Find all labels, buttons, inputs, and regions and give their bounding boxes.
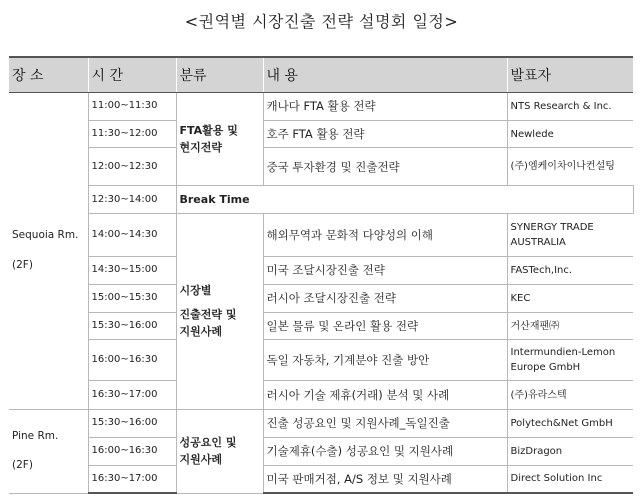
time-cell: 15:00~15:30 <box>88 284 176 312</box>
presenter-cell: (주)엠케이차이나컨설팅 <box>507 148 633 186</box>
presenter-cell: FASTech,Inc. <box>507 257 633 285</box>
time-cell: 14:30~15:00 <box>88 257 176 285</box>
time-cell: 11:00~11:30 <box>88 93 176 121</box>
header-place: 장 소 <box>9 57 88 93</box>
table-row <box>9 410 633 438</box>
content-cell: 일본 물류 및 온라인 활용 전략 <box>263 312 507 340</box>
content-cell: 독일 자동차, 기계분야 진출 방안 <box>263 340 507 381</box>
presenter-cell: Polytech&Net GmbH <box>507 410 633 438</box>
document-title: <권역별 시장진출 전략 설명회 일정> <box>184 12 459 31</box>
table-row <box>9 93 633 121</box>
presenter-cell: KEC <box>507 284 633 312</box>
table-row <box>9 465 633 493</box>
table-row <box>9 120 633 148</box>
header-time: 시 간 <box>88 57 176 93</box>
category-market <box>176 214 263 410</box>
table-row <box>9 437 633 465</box>
content-cell: 러시아 조달시장진출 전략 <box>263 284 507 312</box>
presenter-cell: 거산재팬㈜ <box>507 312 633 340</box>
content-cell: 캐나다 FTA 활용 전략 <box>263 93 507 121</box>
category-line: FTA활용 및 <box>179 123 238 137</box>
presenter-cell: Newlede <box>507 120 633 148</box>
time-cell: 12:30~14:00 <box>88 186 176 214</box>
presenter-cell: NTS Research & Inc. <box>507 93 633 121</box>
category-success <box>176 410 263 493</box>
content-cell: 기술제휴(수출) 성공요인 및 지원사례 <box>263 437 507 465</box>
venue-sequoia <box>9 93 88 410</box>
time-cell: 16:30~17:00 <box>88 465 176 493</box>
content-cell: 해외무역과 문화적 다양성의 이해 <box>263 214 507 257</box>
content-cell: 미국 판매거점, A/S 정보 및 지원사례 <box>263 465 507 493</box>
schedule-table <box>9 56 634 494</box>
content-cell: 러시아 기술 제휴(거래) 분석 및 사례 <box>263 381 507 410</box>
category-line: 성공요인 및 <box>179 435 237 449</box>
category-line: 지원사례 <box>179 325 223 339</box>
venue-name: Sequoia Rm. <box>12 229 79 242</box>
venue-floor: (2F) <box>12 259 33 272</box>
venue-floor: (2F) <box>12 459 33 472</box>
header-row <box>9 57 633 93</box>
presenter-cell: Direct Solution Inc <box>507 465 633 493</box>
time-cell: 16:00~16:30 <box>88 437 176 465</box>
presenter-cell: BizDragon <box>507 437 633 465</box>
category-line: 진출전략 및 <box>179 307 237 321</box>
table-row <box>9 340 633 381</box>
category-line: 시장별 <box>179 284 212 298</box>
time-cell: 15:30~16:00 <box>88 410 176 438</box>
time-cell: 11:30~12:00 <box>88 120 176 148</box>
category-line: 현지전략 <box>179 141 223 155</box>
header-presenter: 발표자 <box>507 57 633 93</box>
table-row <box>9 284 633 312</box>
time-cell: 16:00~16:30 <box>88 340 176 381</box>
table-row <box>9 381 633 410</box>
header-content: 내 용 <box>263 57 507 93</box>
break-time-label: Break Time <box>176 186 633 214</box>
presenter-cell: Intermundien-Lemon Europe GmbH <box>507 340 633 381</box>
venue-pine <box>9 410 88 493</box>
table-row <box>9 312 633 340</box>
presenter-cell: (주)유라스텍 <box>507 381 633 410</box>
time-cell: 14:00~14:30 <box>88 214 176 257</box>
table-row <box>9 257 633 285</box>
presenter-cell: SYNERGY TRADE AUSTRALIA <box>507 214 633 257</box>
content-cell: 미국 조달시장진출 전략 <box>263 257 507 285</box>
content-cell: 진출 성공요인 및 지원사례_독일진출 <box>263 410 507 438</box>
category-line: 지원사례 <box>179 453 223 467</box>
table-row <box>9 148 633 186</box>
category-fta <box>176 93 263 186</box>
content-cell: 중국 투자환경 및 진출전략 <box>263 148 507 186</box>
venue-name: Pine Rm. <box>12 429 59 442</box>
time-cell: 16:30~17:00 <box>88 381 176 410</box>
table-row <box>9 186 633 214</box>
time-cell: 12:00~12:30 <box>88 148 176 186</box>
time-cell: 15:30~16:00 <box>88 312 176 340</box>
table-row <box>9 214 633 257</box>
header-category: 분류 <box>176 57 263 93</box>
content-cell: 호주 FTA 활용 전략 <box>263 120 507 148</box>
